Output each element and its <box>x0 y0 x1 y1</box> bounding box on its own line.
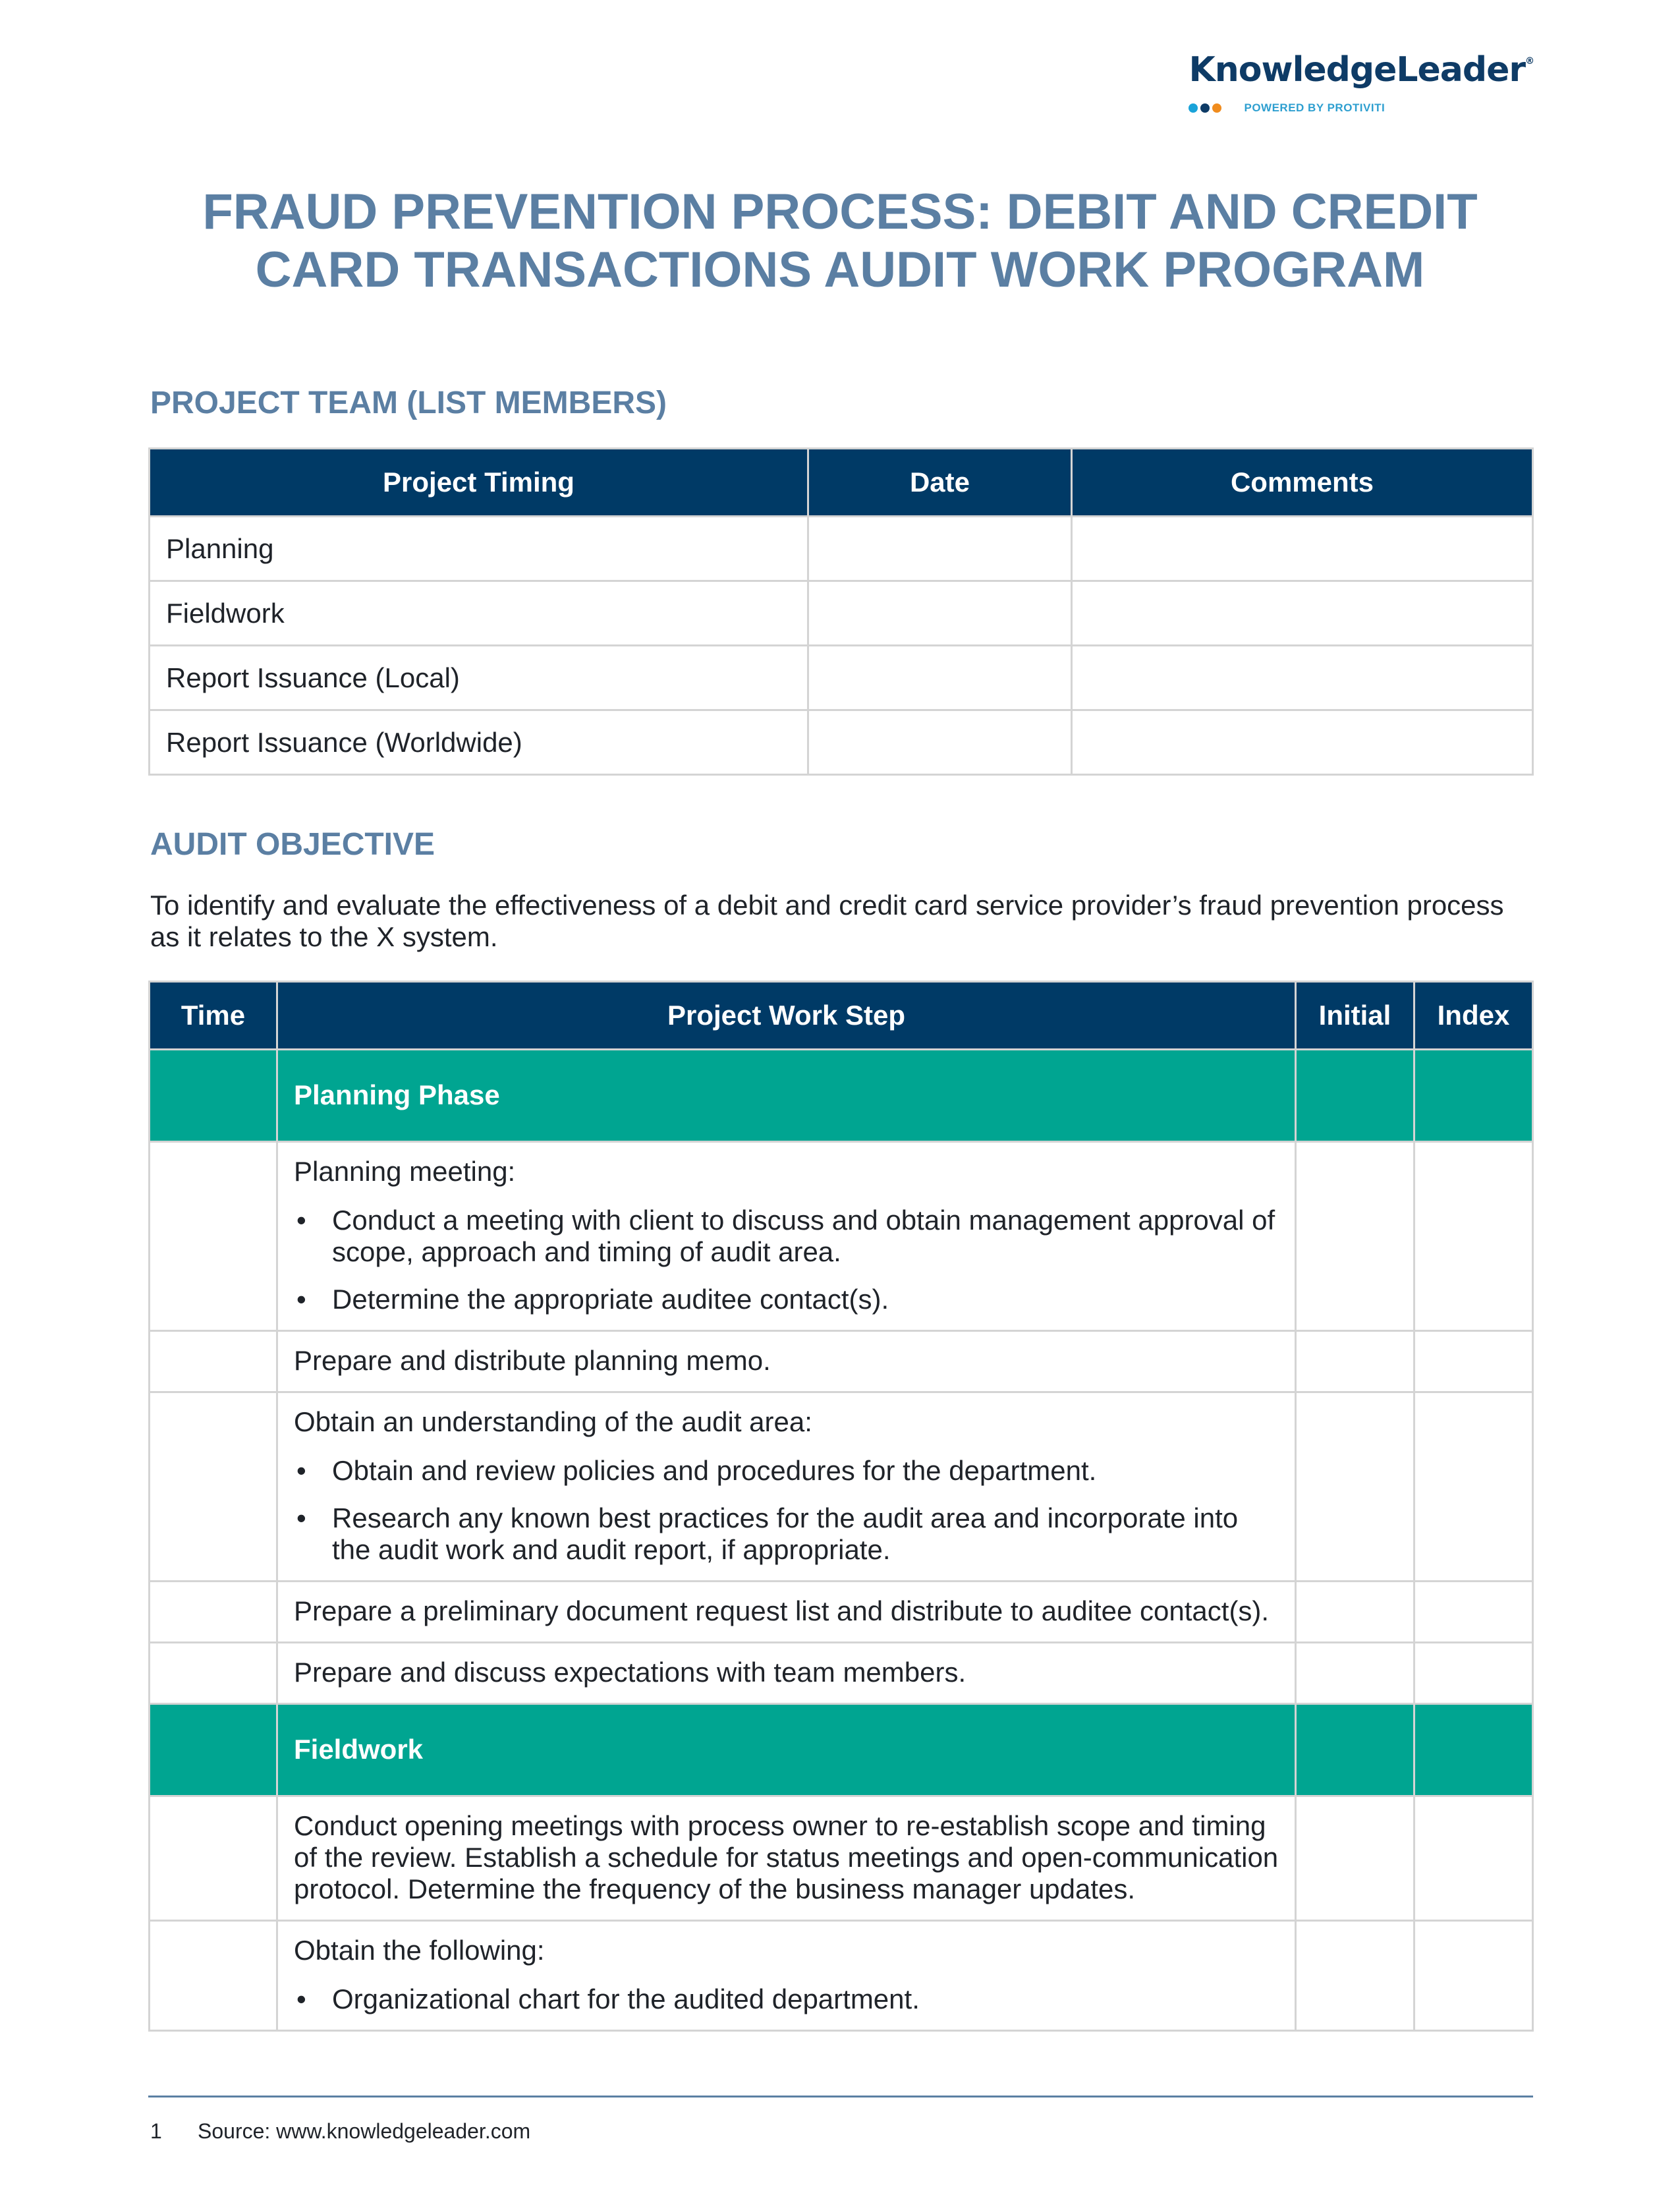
brand-tagline: POWERED BY PROTIVITI <box>1244 101 1386 114</box>
project-timing-table <box>148 447 1534 776</box>
column-header-date: Date <box>808 449 1072 517</box>
time-cell[interactable] <box>150 1392 277 1582</box>
bullet-list <box>294 1983 1279 2015</box>
initial-cell[interactable] <box>1296 1582 1414 1643</box>
work-step-cell <box>277 1142 1296 1331</box>
brand-dot-icon <box>1189 103 1198 113</box>
time-cell[interactable] <box>150 1050 277 1142</box>
work-step-text: Conduct opening meetings with process owner to re-establish scope and timing of the review. Establish a schedule for status meetings and open-communication protocol. Determine the frequency of the business manager updates. <box>294 1810 1279 1904</box>
time-cell[interactable] <box>150 1796 277 1921</box>
footer-divider <box>148 2096 1533 2097</box>
table-row <box>150 1582 1533 1643</box>
bullet-item: • Organizational chart for the audited department. <box>294 1983 1279 2015</box>
table-row <box>150 1331 1533 1392</box>
column-header-initial: Initial <box>1296 982 1414 1050</box>
bullet-item: • Research any known best practices for the audit area and incorporate into the audit work and audit report, if appropriate. <box>294 1502 1279 1566</box>
initial-cell[interactable] <box>1296 1050 1414 1142</box>
index-cell[interactable] <box>1414 1704 1533 1796</box>
column-header-comments: Comments <box>1072 449 1533 517</box>
brand-name: KnowledgeLeader® <box>1189 50 1534 90</box>
table-header-row <box>150 982 1533 1050</box>
comments-cell[interactable] <box>1072 646 1533 710</box>
index-cell[interactable] <box>1414 1142 1533 1331</box>
audit-objective-heading: AUDIT OBJECTIVE <box>150 827 435 862</box>
column-header-time: Time <box>150 982 277 1050</box>
initial-cell[interactable] <box>1296 1921 1414 2031</box>
table-row <box>150 1796 1533 1921</box>
table-row <box>150 1921 1533 2031</box>
time-cell[interactable] <box>150 1582 277 1643</box>
bullet-item: • Obtain and review policies and procedures for the department. <box>294 1455 1279 1487</box>
bullet-item: • Determine the appropriate auditee contact(s). <box>294 1284 1279 1315</box>
initial-cell[interactable] <box>1296 1331 1414 1392</box>
column-header-index: Index <box>1414 982 1533 1050</box>
phase-label: Fieldwork <box>277 1704 1296 1796</box>
work-step-cell <box>277 1643 1296 1704</box>
phase-label: Planning Phase <box>277 1050 1296 1142</box>
table-row <box>150 710 1533 775</box>
time-cell[interactable] <box>150 1331 277 1392</box>
table-row <box>150 581 1533 646</box>
audit-objective-text: To identify and evaluate the effectiveness of a debit and credit card service provider’s fraud prevention process as it relates to the X system. <box>150 890 1504 952</box>
initial-cell[interactable] <box>1296 1643 1414 1704</box>
brand-tagline-row <box>1189 101 1484 115</box>
timing-cell: Report Issuance (Local) <box>150 646 808 710</box>
work-step-cell <box>277 1921 1296 2031</box>
table-row <box>150 1142 1533 1331</box>
initial-cell[interactable] <box>1296 1796 1414 1921</box>
work-program-table <box>148 981 1534 2032</box>
document-title: FRAUD PREVENTION PROCESS: DEBIT AND CREDIT CARD TRANSACTIONS AUDIT WORK PROGRAM <box>202 184 1478 298</box>
index-cell[interactable] <box>1414 1921 1533 2031</box>
comments-cell[interactable] <box>1072 710 1533 775</box>
initial-cell[interactable] <box>1296 1704 1414 1796</box>
work-step-text: Prepare and distribute planning memo. <box>294 1345 771 1376</box>
index-cell[interactable] <box>1414 1331 1533 1392</box>
work-step-cell <box>277 1796 1296 1921</box>
column-header-project-timing: Project Timing <box>150 449 808 517</box>
phase-row <box>150 1704 1533 1796</box>
work-step-text: Obtain the following: <box>294 1935 545 1966</box>
index-cell[interactable] <box>1414 1392 1533 1582</box>
work-step-text: Planning meeting: <box>294 1156 516 1187</box>
date-cell[interactable] <box>808 646 1072 710</box>
comments-cell[interactable] <box>1072 517 1533 581</box>
page-footer <box>150 2119 530 2144</box>
initial-cell[interactable] <box>1296 1142 1414 1331</box>
work-step-text: Obtain an understanding of the audit area: <box>294 1406 812 1437</box>
bullet-list <box>294 1455 1279 1566</box>
time-cell[interactable] <box>150 1921 277 2031</box>
time-cell[interactable] <box>150 1704 277 1796</box>
brand-dot-icon <box>1212 103 1221 113</box>
timing-cell: Report Issuance (Worldwide) <box>150 710 808 775</box>
comments-cell[interactable] <box>1072 581 1533 646</box>
work-step-text: Prepare a preliminary document request list and distribute to auditee contact(s). <box>294 1595 1270 1626</box>
date-cell[interactable] <box>808 581 1072 646</box>
project-team-heading: PROJECT TEAM (LIST MEMBERS) <box>150 385 667 420</box>
date-cell[interactable] <box>808 517 1072 581</box>
timing-cell: Fieldwork <box>150 581 808 646</box>
work-step-cell <box>277 1582 1296 1643</box>
work-step-cell <box>277 1331 1296 1392</box>
time-cell[interactable] <box>150 1142 277 1331</box>
column-header-project-work-step: Project Work Step <box>277 982 1296 1050</box>
index-cell[interactable] <box>1414 1796 1533 1921</box>
index-cell[interactable] <box>1414 1050 1533 1142</box>
index-cell[interactable] <box>1414 1643 1533 1704</box>
work-step-cell <box>277 1392 1296 1582</box>
bullet-list <box>294 1205 1279 1315</box>
index-cell[interactable] <box>1414 1582 1533 1643</box>
table-row <box>150 646 1533 710</box>
work-step-text: Prepare and discuss expectations with team members. <box>294 1657 966 1688</box>
table-row <box>150 517 1533 581</box>
initial-cell[interactable] <box>1296 1392 1414 1582</box>
brand-dot-icon <box>1200 103 1210 113</box>
brand-logo <box>1189 50 1534 115</box>
time-cell[interactable] <box>150 1643 277 1704</box>
page-number: 1 <box>150 2119 162 2143</box>
bullet-item: • Conduct a meeting with client to discuss and obtain management approval of scope, approach and timing of audit area. <box>294 1205 1279 1268</box>
date-cell[interactable] <box>808 710 1072 775</box>
phase-row <box>150 1050 1533 1142</box>
timing-cell: Planning <box>150 517 808 581</box>
footer-source: Source: www.knowledgeleader.com <box>198 2119 531 2143</box>
table-header-row <box>150 449 1533 517</box>
table-row <box>150 1643 1533 1704</box>
table-row <box>150 1392 1533 1582</box>
